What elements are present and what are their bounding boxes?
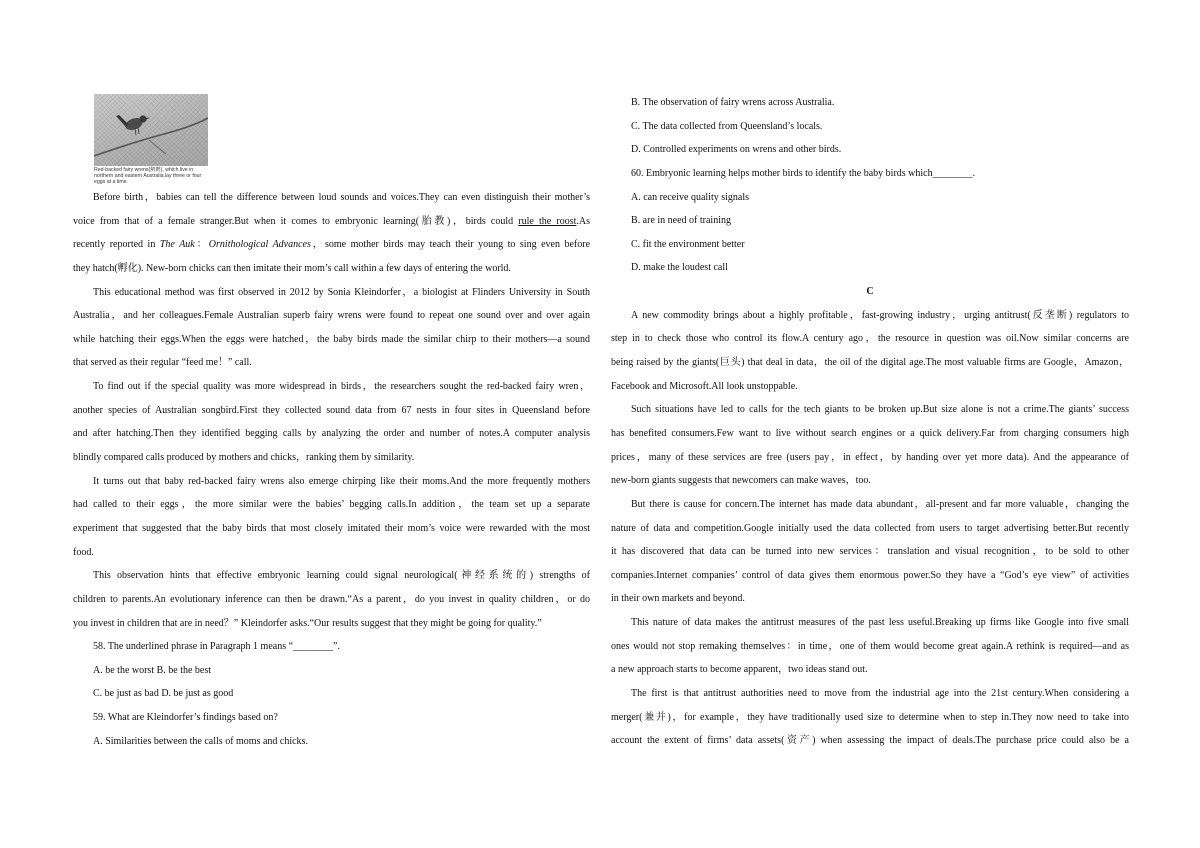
text-line [611,493,1129,517]
text-line [611,351,1129,375]
text-line [73,588,590,612]
text-line [611,233,1129,257]
text-segment: nature of data and competition.Google initially used the data collected from users to target advertising better.But recently [611,522,1129,534]
text-segment: new-born giants suggests that newcomers can make waves，too. [611,475,871,487]
text-line [73,730,590,754]
text-line [611,327,1129,351]
text-line [611,469,1129,493]
text-segment: prices，many of these services are free (users pay，in effect，by handing over yet more data). And the appearance of [611,451,1129,463]
text-segment: C. be just as bad D. be just as good [93,688,234,700]
text-segment: C. The data collected from Queensland’s locals. [631,120,823,132]
text-segment: .As [576,215,590,227]
text-segment: This educational method was first observed in 2012 by Sonia Kleindorfer，a biologist at Flinders University in South [93,286,590,298]
text-segment: This nature of data makes the antitrust measures of the past less useful.Breaking up firms like Google into five small [631,617,1129,629]
text-segment: while hatching their eggs.When the eggs were hatched，the baby birds made the similar chirp to their mothers—a sound [73,333,590,345]
text-segment: merger(兼并)，for example，they have traditionally used size to determine when to step in.They now need to take into [611,711,1129,723]
underlined-phrase: rule the roost [518,215,577,227]
text-line [73,564,590,588]
text-segment: being raised by the giants(巨头) that deal in data，the oil of the digital age.The most valuable firms are Google，Amazon， [611,357,1129,369]
text-line [73,470,590,494]
text-segment: it has discovered that data can be turned into new services：translation and visual recognition，to be sold to other [611,546,1129,558]
text-segment: B. are in need of training [631,215,731,227]
text-segment: that served as their regular “feed me！” call. [73,357,252,369]
text-line [73,399,590,423]
text-line [611,729,1129,753]
text-line [611,658,1129,682]
text-segment: C. fit the environment better [631,238,745,250]
italic-text: Ornithological Advances [208,239,311,251]
text-segment: D. make the loudest call [631,262,728,274]
text-line [73,612,590,636]
text-line [611,422,1129,446]
text-segment: account the extent of firms’ data assets(资产) when assessing the impact of deals.The purchase price could also be a [611,735,1129,747]
text-segment: another species of Australian songbird.First they collected sound data from 67 nests in four sites in Queensland before [73,404,590,416]
text-segment: children to parents.An evolutionary inference can then be drawn.“As a parent，do you invest in quality children，or do [73,593,590,605]
text-line [611,564,1129,588]
text-segment: B. The observation of fairy wrens across Australia. [631,97,835,108]
bird-photo-icon [94,94,208,166]
text-line [611,517,1129,541]
text-line [73,210,590,234]
text-segment: Such situations have led to calls for the tech giants to be broken up.But size alone is not a crime.The giants’ success [631,404,1129,416]
text-segment: Australia，and her colleagues.Female Australian superb fairy wrens were found to repeat one sound over and over again [73,310,590,322]
text-segment: D. Controlled experiments on wrens and other birds. [631,144,842,156]
text-line [611,115,1129,139]
text-line [611,304,1129,328]
text-segment: A. can receive quality signals [631,191,750,203]
text-line [611,162,1129,186]
text-segment: had called to their eggs，the more similar were the babies’ begging calls.In addition，the team set up a separate [73,499,590,511]
text-segment: food. [73,546,94,558]
text-segment: But there is cause for concern.The internet has made data abundant，all-present and far more valuable，changing the [631,498,1129,510]
text-line [611,209,1129,233]
text-segment: A. be the worst B. be the best [93,664,212,676]
text-line [611,138,1129,162]
text-segment: voice from that of a female stranger.But when it comes to embryonic learning(胎教)，birds could [73,215,519,227]
text-line [73,328,590,352]
text-line [73,635,590,659]
text-line [73,493,590,517]
text-segment: This observation hints that effective embryonic learning could signal neurological(神经系统的) strengths of [93,570,590,582]
text-line [73,541,590,565]
text-line [611,375,1129,399]
text-line [611,682,1129,706]
text-segment: To find out if the special quality was more widespread in birds，the researchers sought the red-backed fairy wren， [93,381,590,393]
text-line [611,256,1129,280]
right-column-text [611,91,1129,753]
text-segment: experiment that suggested that the baby birds that most closely imitated their mom’s voice were rewarded with the most [73,522,590,534]
text-segment: 58. The underlined phrase in Paragraph 1 means “________”. [93,641,340,653]
text-segment: 60. Embryonic learning helps mother birds to identify the baby birds which________. [631,167,976,179]
text-segment: It turns out that baby red-backed fairy wrens also emerge chirping like their moms.And the more frequently mothers [93,475,590,487]
text-line [73,233,590,257]
text-line [611,280,1129,304]
text-line [73,446,590,470]
text-line [73,659,590,683]
text-segment: ： [194,239,209,251]
text-segment: A. Similarities between the calls of moms and chicks. [93,735,308,747]
figure-caption: Red-backed fairy wrens(鹪鹩), which live in northern and eastern Australia,lay three or four eggs at a time. [94,167,202,185]
text-segment: C [866,286,874,298]
text-line [73,304,590,328]
text-segment: The first is that antitrust authorities need to move from the industrial age into the 21st century.When considering a [631,688,1129,700]
text-line [611,186,1129,210]
text-segment: ones would not stop remaking themselves：in time，one of them would become great again.A rethink is required—and as [611,640,1129,652]
italic-text: The Auk [159,239,195,251]
text-segment: companies.Internet companies’ control of data gives them enormous power.So they have a “God’s eye view” of activities [611,569,1129,581]
text-segment: blindly compared calls produced by mothers and chicks，ranking them by similarity. [73,452,415,464]
text-segment: you invest in children that are in need？” Kleindorfer asks.“Our results suggest that they might be going for quality.” [73,617,542,629]
text-segment: A new commodity brings about a highly profitable，fast-growing industry，urging antitrust(反垄断) regulators to [631,309,1129,321]
text-line [73,375,590,399]
text-line [611,706,1129,730]
text-line [73,257,590,281]
text-line [73,682,590,706]
text-segment: in their own markets and beyond. [611,593,745,605]
text-line [73,281,590,305]
text-segment: has benefited consumers.Few want to live without search engines or a quick delivery.Far from charging consumers high [611,427,1129,439]
text-line [73,706,590,730]
text-segment: recently reported in [73,239,160,251]
text-line [73,186,590,210]
text-line [611,446,1129,470]
text-line [611,611,1129,635]
text-segment: they hatch(孵化). New-born chicks can then imitate their mom’s call within a few days of entering the world. [73,262,511,274]
text-line [611,398,1129,422]
text-segment: a new approach starts to become apparent，two ideas stand out. [611,664,868,676]
text-segment: ，some mother birds may teach their young to sing even before [310,239,590,251]
text-line [73,517,590,541]
text-segment: 59. What are Kleindorfer’s findings based on? [93,712,278,724]
text-segment: Facebook and Microsoft.All look unstoppable. [611,380,798,392]
text-line [611,587,1129,611]
text-line [611,540,1129,564]
text-segment: Before birth，babies can tell the difference between loud sounds and voices.They can even distinguish their mother’s [93,192,590,203]
left-column-text [73,186,590,753]
text-line [611,91,1129,115]
text-segment: step in to check those who control its flow.A century ago，the resource in question was oil.Now similar concerns are [611,333,1129,345]
text-line [73,422,590,446]
figure [94,94,208,185]
text-line [73,351,590,375]
text-segment: and after hatching.Then they identified begging calls by analyzing the order and number of notes.A computer analysis [73,428,590,440]
text-line [611,635,1129,659]
